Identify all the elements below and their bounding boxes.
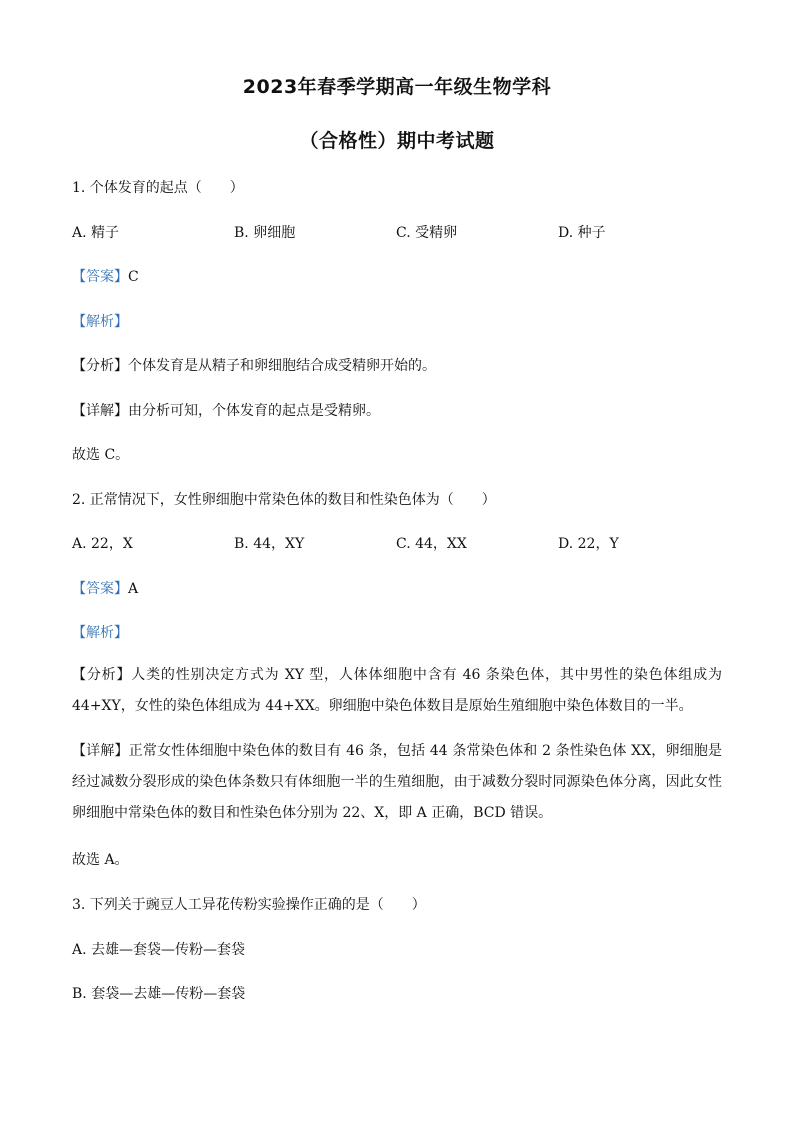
q2-xiangjie: [72, 736, 722, 829]
question-1-stem: 1. 个体发育的起点（ ）: [72, 180, 244, 196]
answer-tag: 【答案】: [72, 269, 128, 285]
question-3-stem: 3. 下列关于豌豆人工异花传粉实验操作正确的是（ ）: [72, 897, 426, 913]
q2-fenxi: [72, 660, 722, 722]
page-title: 2023年春季学期高一年级生物学科: [242, 76, 552, 98]
answer-tag: 【答案】: [72, 581, 128, 597]
q2-answer-value: A: [128, 581, 139, 597]
q1-conclusion: 故选 C。: [72, 447, 130, 463]
q2-option-b: B. 44，XY: [234, 536, 305, 552]
fenxi-tag: 【分析】: [72, 667, 132, 683]
q2-option-c: C. 44，XX: [396, 536, 467, 552]
page-subtitle: （合格性）期中考试题: [299, 130, 495, 152]
q1-option-a: A. 精子: [72, 225, 120, 241]
question-2-stem: 2. 正常情况下，女性卵细胞中常染色体的数目和性染色体为（ ）: [72, 492, 496, 508]
q3-option-a: A. 去雄—套袋—传粉—套袋: [72, 942, 246, 958]
q1-option-c: C. 受精卵: [396, 225, 458, 241]
q3-option-b: B. 套袋—去雄—传粉—套袋: [72, 986, 246, 1002]
analysis-tag: 【解析】: [72, 314, 128, 330]
q1-xiangjie-text: 由分析可知，个体发育的起点是受精卵。: [128, 403, 380, 419]
q1-answer: [72, 266, 139, 286]
q1-fenxi-text: 个体发育是从精子和卵细胞结合成受精卵开始的。: [128, 358, 436, 374]
q1-xiangjie: [72, 400, 380, 420]
q2-conclusion: 故选 A。: [72, 852, 129, 868]
q1-answer-value: C: [128, 269, 139, 285]
q1-option-d: D. 种子: [558, 225, 606, 241]
q1-analysis-heading: [72, 311, 128, 331]
fenxi-tag: 【分析】: [72, 358, 128, 374]
xiangjie-tag: 【详解】: [72, 403, 128, 419]
q2-answer: [72, 578, 138, 598]
xiangjie-tag: 【详解】: [72, 743, 129, 759]
q1-option-b: B. 卵细胞: [234, 225, 296, 241]
q2-xiangjie-text: 正常女性体细胞中染色体的数目有 46 条，包括 44 条常染色体和 2 条性染色体 XX，卵细胞是经过减数分裂形成的染色体条数只有体细胞一半的生殖细胞，由于减数分裂时同源染色体分离，因此女性卵细胞中常染色体的数目和性染色体分别为 22、X，即 A 正确，BCD 错误。: [72, 743, 723, 821]
q2-fenxi-text: 人类的性别决定方式为 XY 型，人体体细胞中含有 46 条染色体，其中男性的染色体组成为 44+XY，女性的染色体组成为 44+XX。卵细胞中染色体数目是原始生殖细胞中染色体数目的一半。: [72, 667, 723, 714]
q1-fenxi: [72, 355, 436, 375]
q2-option-a: A. 22，X: [72, 536, 133, 552]
q2-analysis-heading: [72, 622, 128, 642]
analysis-tag: 【解析】: [72, 625, 128, 641]
q2-option-d: D. 22，Y: [558, 536, 619, 552]
